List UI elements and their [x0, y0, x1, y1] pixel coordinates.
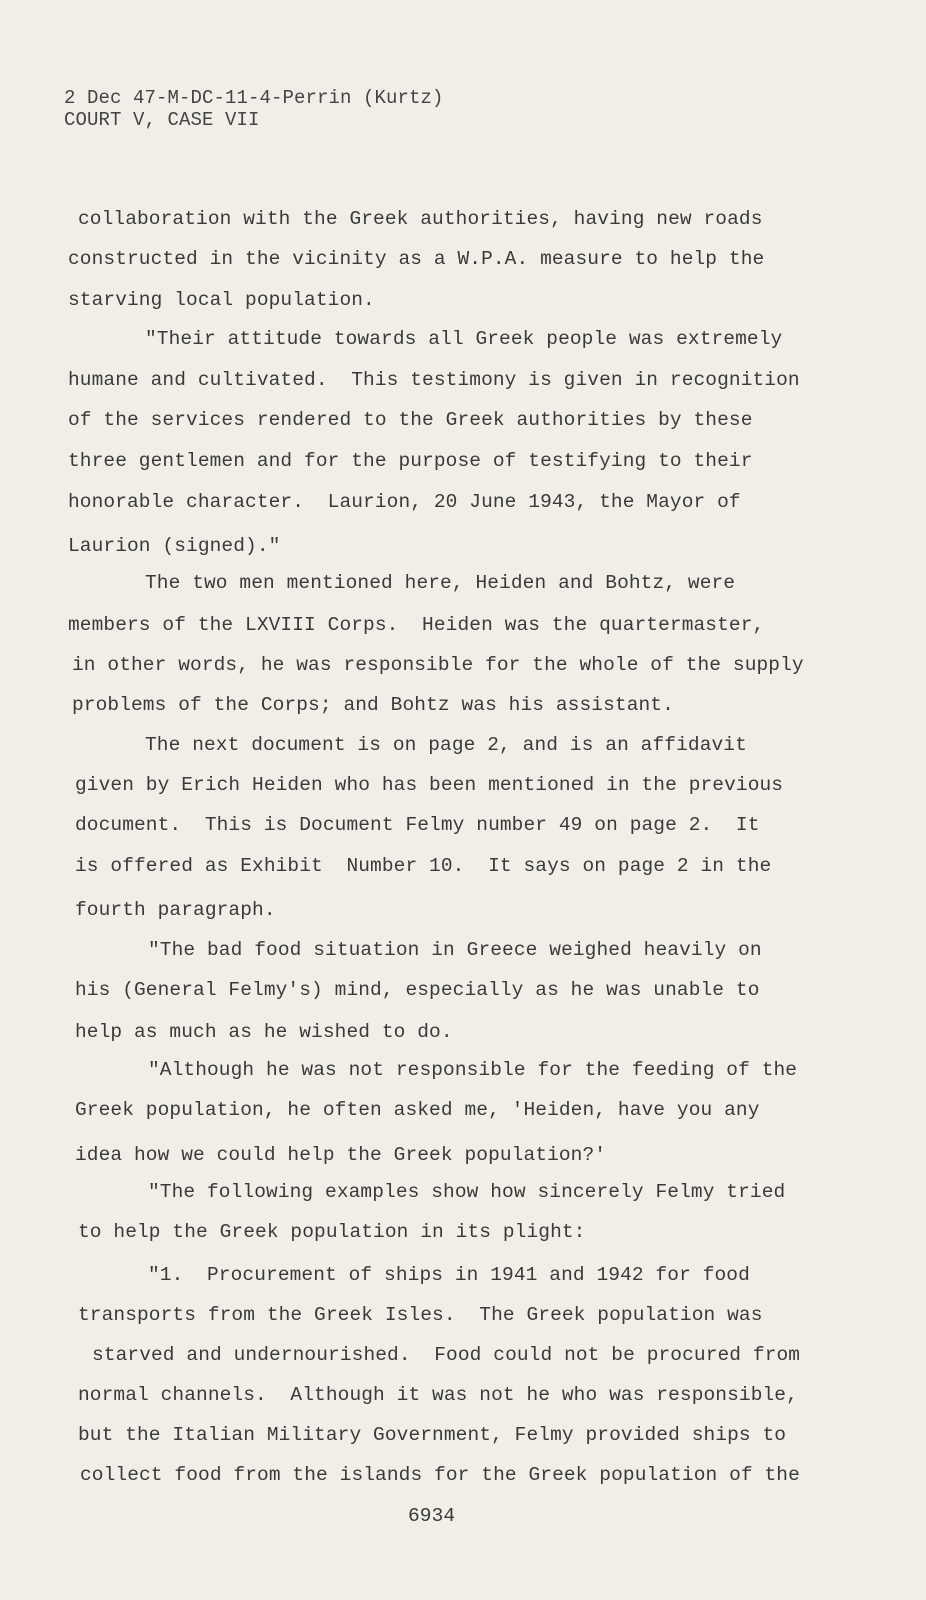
text-line: "The bad food situation in Greece weighed heavily on	[148, 939, 762, 961]
text-line: "1. Procurement of ships in 1941 and 1942 for food	[148, 1264, 750, 1286]
text-line: members of the LXVIII Corps. Heiden was the quartermaster,	[68, 614, 765, 636]
text-line: fourth paragraph.	[75, 899, 276, 921]
text-line: "The following examples show how sincerely Felmy tried	[148, 1181, 786, 1203]
text-line: given by Erich Heiden who has been mentioned in the previous	[75, 774, 784, 796]
text-line: Greek population, he often asked me, 'Heiden, have you any	[75, 1099, 760, 1121]
text-line: to help the Greek population in its plight:	[78, 1221, 586, 1243]
text-line: help as much as he wished to do.	[75, 1021, 453, 1043]
text-line: in other words, he was responsible for the whole of the supply	[72, 654, 804, 676]
text-line: is offered as Exhibit Number 10. It says on page 2 in the	[75, 855, 772, 877]
text-line: constructed in the vicinity as a W.P.A. measure to help the	[68, 248, 765, 270]
text-line: transports from the Greek Isles. The Greek population was	[78, 1304, 763, 1326]
text-line: his (General Felmy's) mind, especially as he was unable to	[75, 979, 760, 1001]
text-line: "Although he was not responsible for the feeding of the	[148, 1059, 798, 1081]
text-line: "Their attitude towards all Greek people was extremely	[145, 328, 783, 350]
text-line: problems of the Corps; and Bohtz was his assistant.	[72, 694, 674, 716]
text-line: document. This is Document Felmy number 49 on page 2. It	[75, 814, 760, 836]
text-line: but the Italian Military Government, Felmy provided ships to	[78, 1424, 787, 1446]
text-line: humane and cultivated. This testimony is given in recognition	[68, 369, 800, 391]
text-line: Laurion (signed)."	[68, 535, 281, 557]
text-line: idea how we could help the Greek population?'	[75, 1144, 607, 1166]
text-line: starved and undernourished. Food could not be procured from	[92, 1344, 801, 1366]
header-line-2: COURT V, CASE VII	[64, 109, 260, 131]
header-line-1: 2 Dec 47-M-DC-11-4-Perrin (Kurtz)	[64, 87, 444, 109]
text-line: The next document is on page 2, and is an affidavit	[145, 734, 747, 756]
text-line: The two men mentioned here, Heiden and Bohtz, were	[145, 572, 736, 594]
text-line: honorable character. Laurion, 20 June 1943, the Mayor of	[68, 491, 741, 513]
text-line: of the services rendered to the Greek authorities by these	[68, 409, 753, 431]
text-line: starving local population.	[68, 289, 375, 311]
text-line: collaboration with the Greek authorities, having new roads	[78, 208, 763, 230]
text-line: normal channels. Although it was not he who was responsible,	[78, 1384, 798, 1406]
text-line: collect food from the islands for the Greek population of the	[80, 1464, 800, 1486]
page-number: 6934	[408, 1505, 456, 1527]
text-line: three gentlemen and for the purpose of testifying to their	[68, 450, 753, 472]
